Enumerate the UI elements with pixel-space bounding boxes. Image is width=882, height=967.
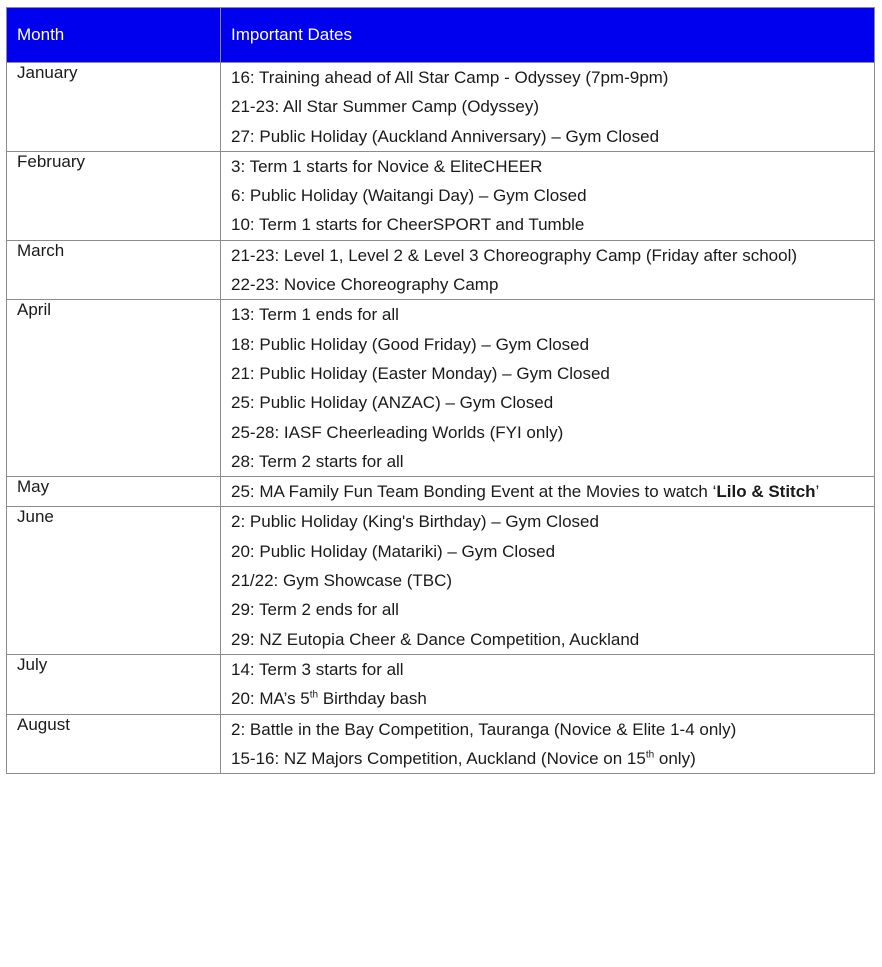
event-text: 29: NZ Eutopia Cheer & Dance Competition, Auckland [231,629,640,649]
event-text: 25: Public Holiday (ANZAC) – Gym Closed [231,393,554,413]
important-dates-table [6,7,875,774]
event-text: 10: Term 1 starts for CheerSPORT and Tumble [231,215,585,235]
table-row [7,151,875,240]
event-text: 20: MA’s 5 [231,689,310,709]
event-text: 2: Battle in the Bay Competition, Tauranga (Novice & Elite 1-4 only) [231,719,737,739]
event-text: 25: MA Family Fun Team Bonding Event at the Movies to watch ‘ [231,482,717,502]
event-line [231,63,864,92]
event-text: ’ [815,482,820,502]
table-row [7,654,875,714]
event-text: 21/22: Gym Showcase (TBC) [231,571,453,591]
event-line [231,210,864,239]
table-row [7,240,875,300]
table-row [7,477,875,507]
event-text: 3: Term 1 starts for Novice & EliteCHEER [231,156,543,176]
event-text: 20: Public Holiday (Matariki) – Gym Closed [231,541,556,561]
event-text: 15-16: NZ Majors Competition, Auckland (Novice on 15 [231,748,646,768]
event-text: 18: Public Holiday (Good Friday) – Gym Closed [231,334,590,354]
event-text: only) [654,748,696,768]
table-row [7,507,875,654]
month-cell: March [7,240,221,300]
event-text: 29: Term 2 ends for all [231,600,399,620]
month-column-header: Month [7,8,221,63]
month-cell: January [7,63,221,152]
event-line [231,566,864,595]
event-line [231,270,864,299]
month-cell: June [7,507,221,654]
event-line [231,92,864,121]
event-line [231,330,864,359]
event-emphasis: Lilo & Stitch [716,482,816,502]
event-text: 16: Training ahead of All Star Camp - Odyssey (7pm-9pm) [231,68,669,87]
event-line [231,152,864,181]
event-text: 21: Public Holiday (Easter Monday) – Gym Closed [231,363,610,383]
event-text: 14: Term 3 starts for all [231,659,404,679]
events-cell [221,654,875,714]
ordinal-suffix: th [309,689,319,701]
event-line [231,684,864,713]
events-cell [221,151,875,240]
event-line [231,507,864,536]
event-text: 21-23: All Star Summer Camp (Odyssey) [231,97,539,117]
event-line [231,359,864,388]
event-line [231,447,864,476]
event-text: Birthday bash [318,689,427,709]
month-cell: July [7,654,221,714]
month-cell: August [7,714,221,774]
event-text: 22-23: Novice Choreography Camp [231,275,499,295]
table-body [7,63,875,774]
event-line [231,537,864,566]
event-line [231,300,864,329]
events-cell [221,240,875,300]
event-line [231,418,864,447]
events-cell [221,300,875,477]
ordinal-suffix: th [645,749,655,761]
event-text: 21-23: Level 1, Level 2 & Level 3 Choreography Camp (Friday after school) [231,245,798,265]
event-line [231,744,864,773]
month-cell: April [7,300,221,477]
month-cell: May [7,477,221,507]
events-cell [221,477,875,507]
event-text: 25-28: IASF Cheerleading Worlds (FYI only) [231,422,564,442]
event-line [231,595,864,624]
event-line [231,625,864,654]
table-row [7,63,875,152]
event-line [231,241,864,270]
month-cell: February [7,151,221,240]
event-line [231,181,864,210]
event-line [231,655,864,684]
event-line [231,477,864,506]
events-cell [221,63,875,152]
table-row [7,300,875,477]
events-cell [221,714,875,774]
header-row [7,8,875,63]
event-line [231,122,864,151]
event-text: 28: Term 2 starts for all [231,451,404,471]
event-line [231,388,864,417]
dates-column-header: Important Dates [221,8,875,63]
event-text: 27: Public Holiday (Auckland Anniversary) – Gym Closed [231,126,660,146]
event-line [231,715,864,744]
event-text: 6: Public Holiday (Waitangi Day) – Gym Closed [231,186,587,206]
events-cell [221,507,875,654]
table-row [7,714,875,774]
event-text: 2: Public Holiday (King's Birthday) – Gym Closed [231,512,599,532]
event-text: 13: Term 1 ends for all [231,305,399,325]
